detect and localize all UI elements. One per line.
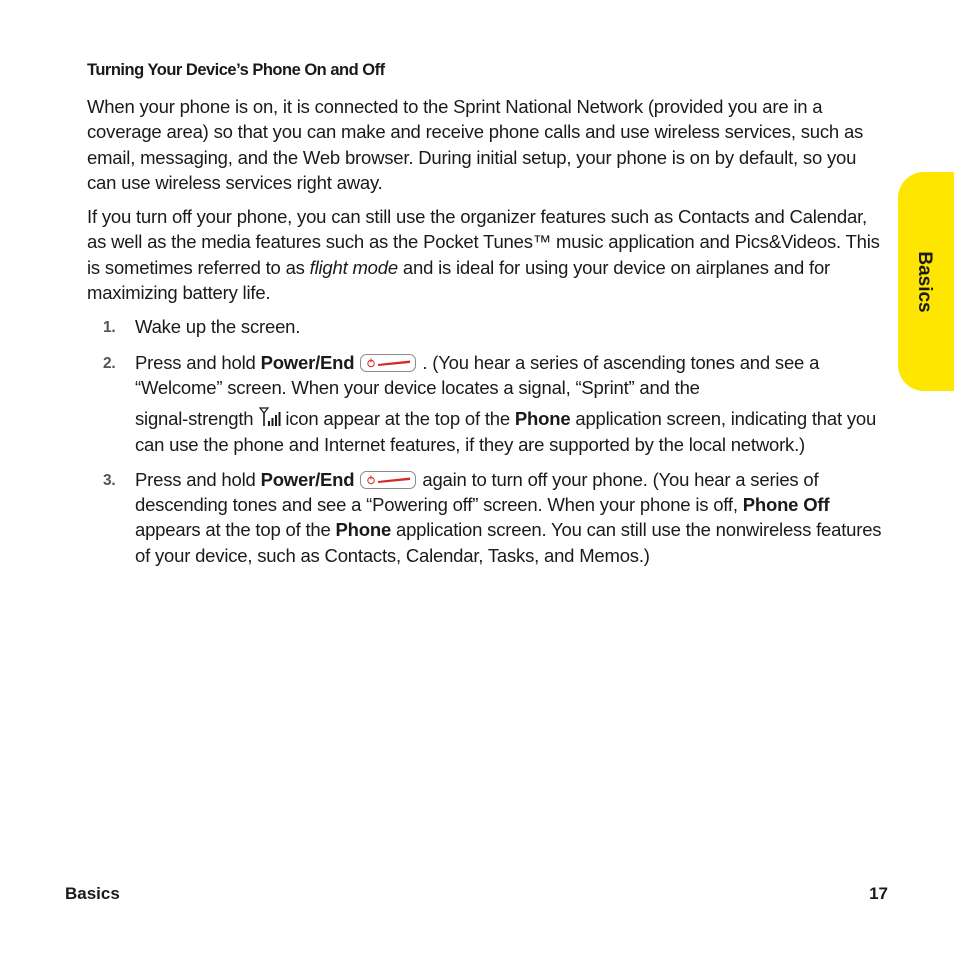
steps-list	[87, 314, 887, 568]
power-end-key-icon	[360, 353, 416, 371]
step-1	[87, 314, 887, 339]
step-2	[87, 350, 887, 457]
step-2-text-d: icon appear at the top of the	[285, 408, 515, 430]
intro-paragraph: When your phone is on, it is connected to the Sprint National Network (provided you are in a coverage area) so that you can make and receive phone calls and use wireless services, such as email, messaging, and the Web browser. During initial setup, your phone is on by default, so you can use wireless services right away.	[87, 96, 864, 193]
flight-mode-text-before: If you turn off your phone, you can still use the organizer features such as Contacts and Calendar, as well as the media features such as the Pocket Tunes™ music application and Pics&Videos. This is sometimes referred to as	[87, 206, 880, 278]
flight-mode-paragraph	[87, 204, 887, 305]
step-3-text-a: Press and hold	[135, 468, 261, 490]
step-2-line-2	[135, 406, 887, 457]
page-number: 17	[869, 884, 888, 903]
step-2-text-c: signal-strength	[135, 408, 254, 430]
signal-strength-icon	[259, 406, 281, 428]
step-2-text-b: . (You hear a series of ascending tones and see a “Welcome” screen. When your device locates a signal, “Sprint” and the	[135, 351, 820, 398]
step-2-text-a: Press and hold	[135, 351, 261, 373]
step-1-number: 1.	[103, 319, 116, 337]
phone-label-2: Phone	[335, 519, 392, 541]
step-3-text-c: appears at the top of the	[135, 519, 336, 541]
phone-off-label: Phone Off	[742, 494, 830, 516]
section-side-tab	[898, 172, 954, 391]
step-3-number: 3.	[103, 471, 116, 489]
step-1-text: Wake up the screen.	[135, 316, 301, 338]
side-tab-label: Basics	[914, 250, 935, 313]
step-2-number: 2.	[103, 354, 116, 372]
step-2-text-e: application screen, indicating that you can use the phone and Internet features, if they are supported by the local network.)	[135, 408, 877, 455]
footer-section-name: Basics	[65, 884, 120, 903]
body-text	[87, 94, 887, 578]
phone-label: Phone	[514, 408, 571, 430]
power-end-key-icon	[360, 470, 416, 488]
flight-mode-term: flight mode	[309, 256, 398, 278]
flight-mode-text-after: and is ideal for using your device on airplanes and for maximizing battery life.	[87, 256, 830, 304]
step-3-text-d: application screen. You can still use the nonwireless features of your device, such as Contacts, Calendar, Tasks, and Memos.)	[135, 519, 882, 566]
power-end-label: Power/End	[260, 351, 355, 373]
section-heading: Turning Your Device’s Phone On and Off	[87, 61, 385, 79]
step-3	[87, 467, 887, 568]
step-2-line-1	[135, 350, 887, 401]
power-end-label-2: Power/End	[260, 468, 355, 490]
step-3-text-b: again to turn off your phone. (You hear a series of descending tones and see a “Powering off” screen. When your phone is off,	[135, 468, 819, 516]
